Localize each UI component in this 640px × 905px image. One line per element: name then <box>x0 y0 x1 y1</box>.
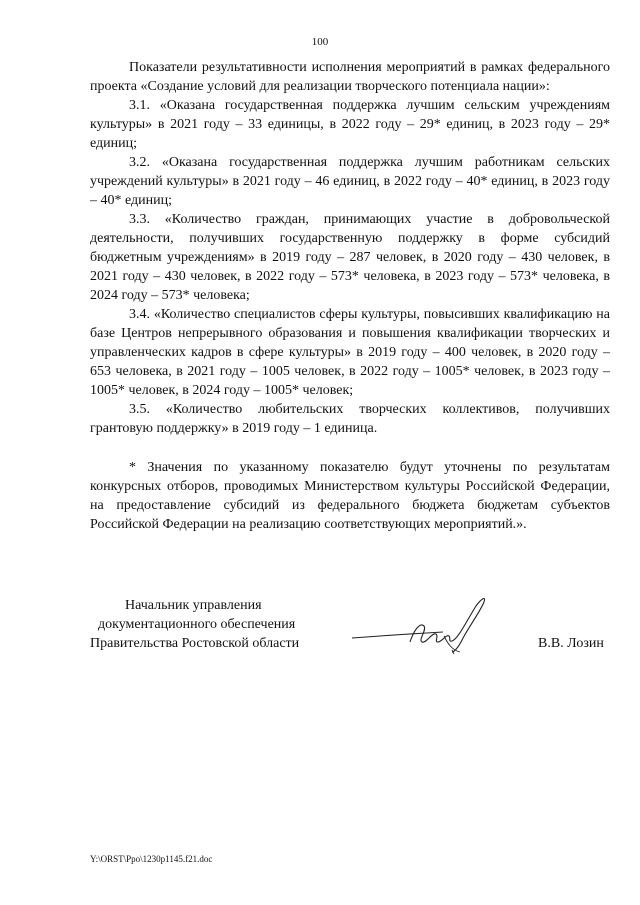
signatory-name: В.В. Лозин <box>538 636 604 651</box>
page-number: 100 <box>311 36 329 48</box>
file-path: Y:\ORST\Ppo\1230p1145.f21.doc <box>90 854 213 864</box>
signatory-title-line-2: документационного обеспечения <box>98 617 296 632</box>
document-body <box>90 58 610 438</box>
indicator-item-3-3: 3.3. «Количество граждан, принимающих участие в добровольческой деятельности, получивших государственную поддержку в форме субсидий бюджетным учреждениям» в 2019 году – 287 человек, в 2020 году – 430 человек, в 2021 году – 430 человек, в 2022 году – 573* человека, в 2023 году – 573* человека, в 2024 году – 573* человека; <box>90 212 610 303</box>
footnote: * Значения по указанному показателю будут уточнены по результатам конкурсных отборов, проводимых Министерством культуры Российской Федерации, на предоставление субсидий из федерального бюджета бюджетам субъектов Российской Федерации на реализацию соответствующих мероприятий.». <box>90 460 610 532</box>
indicator-item-3-2: 3.2. «Оказана государственная поддержка лучшим работникам сельских учреждений культуры» в 2021 году – 46 единиц, в 2022 году – 40* единиц, в 2023 году – 40* единиц; <box>90 155 610 208</box>
indicator-item-3-4: 3.4. «Количество специалистов сферы культуры, повысивших квалификацию на базе Центров непрерывного образования и повышения квалификации творческих и управленческих кадров в сфере культуры» в 2019 году – 400 человек, в 2020 году – 653 человека, в 2021 году – 1005 человек, в 2022 году – 1005* человек, в 2023 году – 1005* человек, в 2024 году – 1005* человек; <box>90 307 610 398</box>
intro-paragraph: Показатели результативности исполнения мероприятий в рамках федерального проекта «Создание условий для реализации творческого потенциала нации»: <box>90 60 610 94</box>
indicator-item-3-1: 3.1. «Оказана государственная поддержка лучшим сельским учреждениям культуры» в 2021 году – 33 единицы, в 2022 году – 29* единиц, в 2023 году – 29* единиц; <box>90 98 610 151</box>
signatory-title-line-1: Начальник управления <box>125 598 262 613</box>
signatory-title <box>90 596 390 653</box>
indicator-item-3-5: 3.5. «Количество любительских творческих коллективов, получивших грантовую поддержку» в 2019 году – 1 единица. <box>90 402 610 436</box>
handwritten-signature <box>348 592 498 662</box>
signatory-title-line-3: Правительства Ростовской области <box>90 636 300 651</box>
